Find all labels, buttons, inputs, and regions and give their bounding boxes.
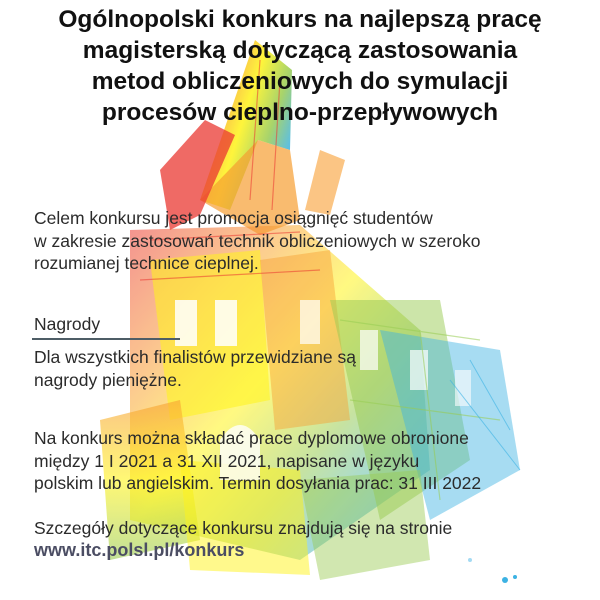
prizes-line: Dla wszystkich finalistów przewidziane są — [34, 347, 356, 367]
submission-line: między 1 I 2021 a 31 XII 2021, napisane w języku — [34, 450, 420, 471]
prizes-paragraph — [34, 346, 356, 391]
prizes-line: nagrody pieniężne. — [34, 369, 182, 390]
title-line: procesów cieplno-przepływowych — [101, 99, 499, 126]
contest-website-link[interactable]: www.itc.polsl.pl/konkurs — [34, 540, 245, 560]
intro-line: rozumianej technice cieplnej. — [34, 253, 259, 273]
title-line: magisterską dotyczącą zastosowania — [82, 37, 518, 64]
prizes-heading-block — [34, 313, 100, 335]
details-paragraph — [34, 517, 452, 540]
submission-line: Na konkurs można składać prace dyplomowe obronione — [34, 428, 469, 448]
prizes-heading: Nagrody — [34, 314, 101, 334]
heading-underline — [32, 338, 180, 340]
intro-line: w zakresie zastosowań technik obliczeniowych w szeroko — [34, 230, 481, 251]
poster-title — [0, 4, 600, 128]
submission-line: polskim lub angielskim. Termin dosyłania prac: 31 III 2022 — [34, 473, 482, 493]
title-line: metod obliczeniowych do symulacji — [91, 68, 509, 95]
title-line: Ogólnopolski konkurs na najlepszą pracę — [58, 6, 542, 33]
submission-paragraph — [34, 427, 481, 495]
details-text: Szczegóły dotyczące konkursu znajdują się na stronie — [34, 518, 453, 538]
intro-paragraph — [34, 207, 480, 275]
intro-line: Celem konkursu jest promocja osiągnięć studentów — [34, 208, 433, 228]
